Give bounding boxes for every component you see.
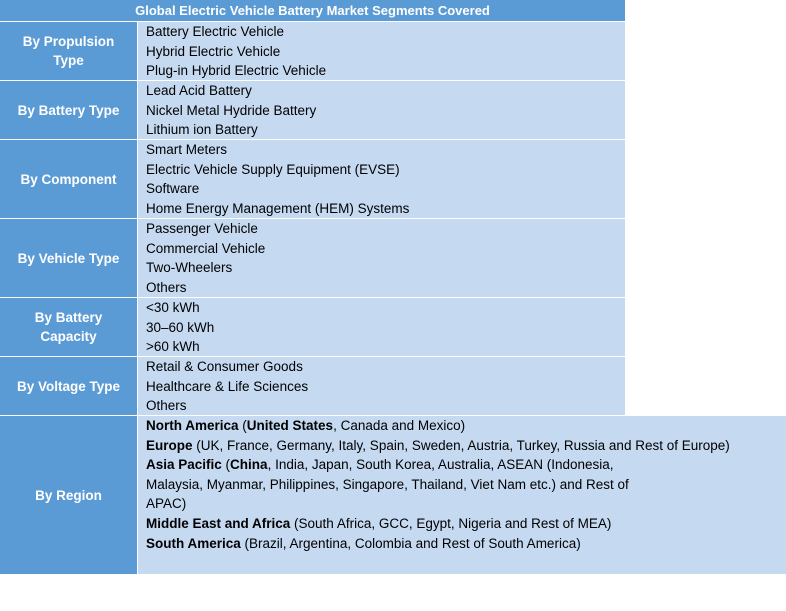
segment-items <box>138 140 625 218</box>
segment-row-voltage-type <box>0 357 625 416</box>
segment-item: Home Energy Management (HEM) Systems <box>146 200 410 216</box>
segment-item: Passenger Vehicle <box>146 221 258 236</box>
segment-item: 30–60 kWh <box>146 319 215 335</box>
segment-item: Battery Electric Vehicle <box>146 24 285 39</box>
segment-items <box>138 416 786 574</box>
segment-category: By Voltage Type <box>0 357 138 415</box>
segment-category: By Propulsion Type <box>0 22 138 80</box>
region-name: South America <box>146 535 241 551</box>
segment-category: By Battery Type <box>0 81 138 139</box>
region-entry: Asia Pacific (China, India, Japan, South Korea, Australia, ASEAN (Indonesia, Malaysia, Myanmar, Philippines, Singapore, Thailand, Viet Nam etc.) and Rest of APAC) <box>146 457 629 512</box>
segment-row-battery-capacity <box>0 298 625 357</box>
region-name: Europe <box>146 437 193 453</box>
segment-item: Lead Acid Battery <box>146 83 252 98</box>
segment-row-component <box>0 140 625 219</box>
region-entry: South America (Brazil, Argentina, Colombia and Rest of South America) <box>146 535 581 551</box>
region-entry: North America (United States, Canada and Mexico) <box>146 418 466 433</box>
segment-items <box>138 219 625 297</box>
region-name: Asia Pacific <box>146 457 222 473</box>
region-entry: Middle East and Africa (South Africa, GCC, Egypt, Nigeria and Rest of MEA) <box>146 515 612 531</box>
segment-item: Others <box>146 279 187 295</box>
segment-category: By Vehicle Type <box>0 219 138 297</box>
segment-category: By Battery Capacity <box>0 298 138 356</box>
segment-item: Software <box>146 181 200 197</box>
segment-row-propulsion <box>0 22 625 81</box>
segment-category: By Region <box>0 416 138 574</box>
segment-item: Hybrid Electric Vehicle <box>146 43 281 59</box>
region-highlight: China <box>230 457 268 473</box>
region-name: North America <box>146 418 239 433</box>
segment-item: Two-Wheelers <box>146 260 233 276</box>
segment-row-vehicle-type <box>0 219 625 298</box>
segment-item: Nickel Metal Hydride Battery <box>146 102 317 118</box>
segment-items <box>138 81 625 139</box>
segment-item: Lithium ion Battery <box>146 122 258 138</box>
region-highlight: United States <box>246 418 334 433</box>
region-name: Middle East and Africa <box>146 515 291 531</box>
segment-row-region <box>0 416 730 575</box>
region-entry: Europe (UK, France, Germany, Italy, Spain, Sweden, Austria, Turkey, Russia and Rest of Europe) <box>146 437 730 453</box>
segment-item: Others <box>146 398 187 414</box>
segment-item: <30 kWh <box>146 300 200 315</box>
table-title: Global Electric Vehicle Battery Market Segments Covered <box>0 0 625 22</box>
segment-item: Electric Vehicle Supply Equipment (EVSE) <box>146 161 400 177</box>
segment-item: Retail & Consumer Goods <box>146 359 303 374</box>
segment-category: By Component <box>0 140 138 218</box>
segment-items <box>138 298 625 356</box>
segment-item: Smart Meters <box>146 142 228 157</box>
segment-row-battery-type <box>0 81 625 140</box>
segment-item: >60 kWh <box>146 339 200 355</box>
segment-items <box>138 357 625 415</box>
segment-item: Plug-in Hybrid Electric Vehicle <box>146 63 327 79</box>
segment-item: Commercial Vehicle <box>146 240 266 256</box>
segment-item: Healthcare & Life Sciences <box>146 378 309 394</box>
segment-items <box>138 22 625 80</box>
